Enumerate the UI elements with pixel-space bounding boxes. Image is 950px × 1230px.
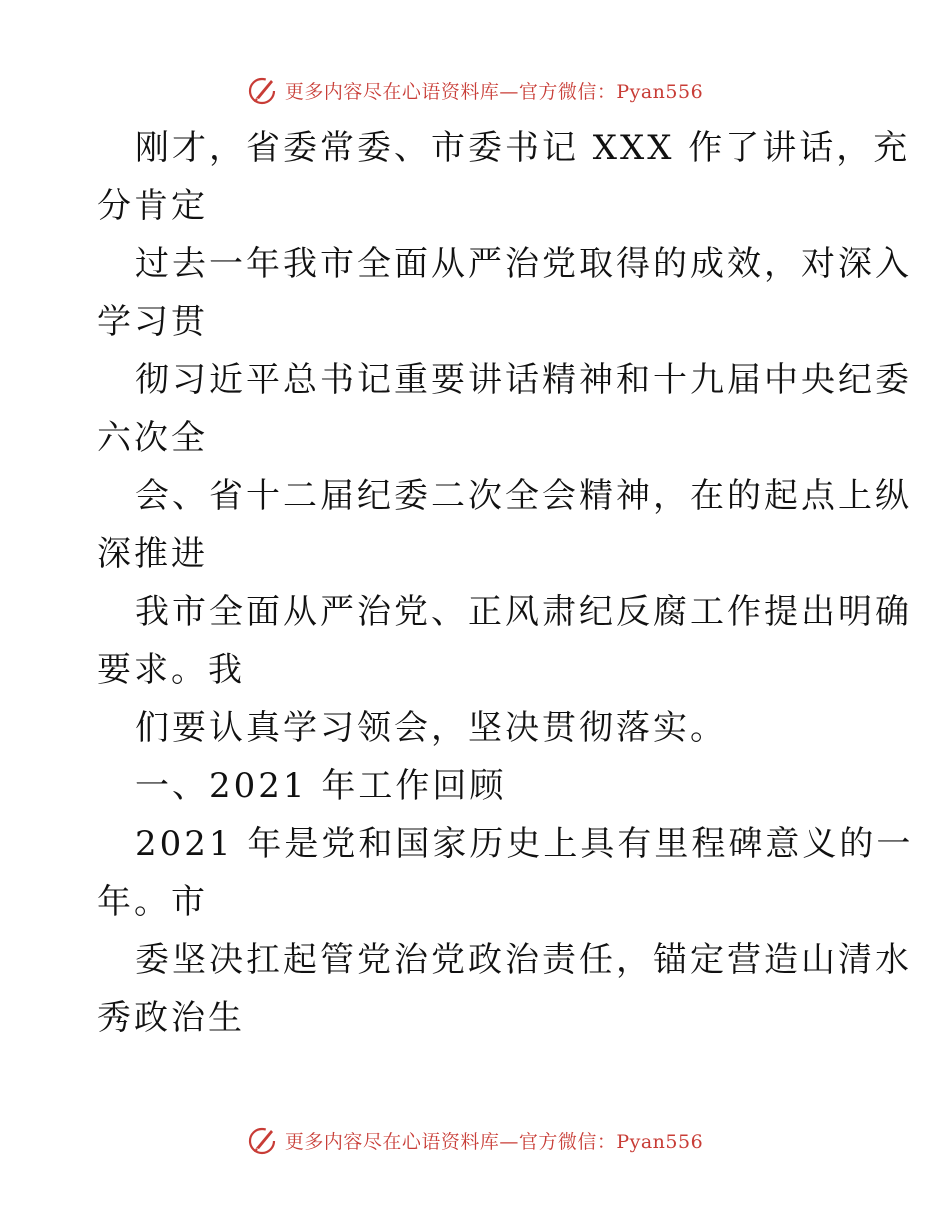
footer-watermark-text: 更多内容尽在心语资料库—官方微信：Pyan556 xyxy=(284,1130,704,1153)
text-line: 分肯定 xyxy=(97,186,208,226)
document-body xyxy=(97,119,914,1047)
text-line: 深推进 xyxy=(97,534,208,574)
text-line: 要求。我 xyxy=(97,650,245,690)
footer-watermark-banner xyxy=(0,1120,950,1160)
text-line: 学习贯 xyxy=(97,302,208,342)
text-line: 彻习近平总书记重要讲话精神和十九届中央纪委 xyxy=(135,360,912,400)
header-watermark-text: 更多内容尽在心语资料库—官方微信：Pyan556 xyxy=(284,80,704,103)
header-watermark-banner xyxy=(0,70,950,110)
text-line: 刚才，省委常委、市委书记 XXX 作了讲话，充 xyxy=(135,128,911,168)
text-line: 们要认真学习领会，坚决贯彻落实。 xyxy=(135,708,727,748)
text-line: 秀政治生 xyxy=(97,998,245,1038)
text-line: 六次全 xyxy=(97,418,208,458)
quill-pen-logo-icon xyxy=(247,74,279,106)
text-line: 会、省十二届纪委二次全会精神，在的起点上纵 xyxy=(135,476,912,516)
text-line: 过去一年我市全面从严治党取得的成效，对深入 xyxy=(135,244,912,284)
text-line: 我市全面从严治党、正风肃纪反腐工作提出明确 xyxy=(135,592,912,632)
quill-pen-logo-icon xyxy=(247,1124,279,1156)
section-heading: 一、2021 年工作回顾 xyxy=(135,766,507,806)
text-line: 2021 年是党和国家历史上具有里程碑意义的一 xyxy=(135,824,914,864)
text-line: 年。市 xyxy=(97,882,208,922)
text-line: 委坚决扛起管党治党政治责任，锚定营造山清水 xyxy=(135,940,912,980)
